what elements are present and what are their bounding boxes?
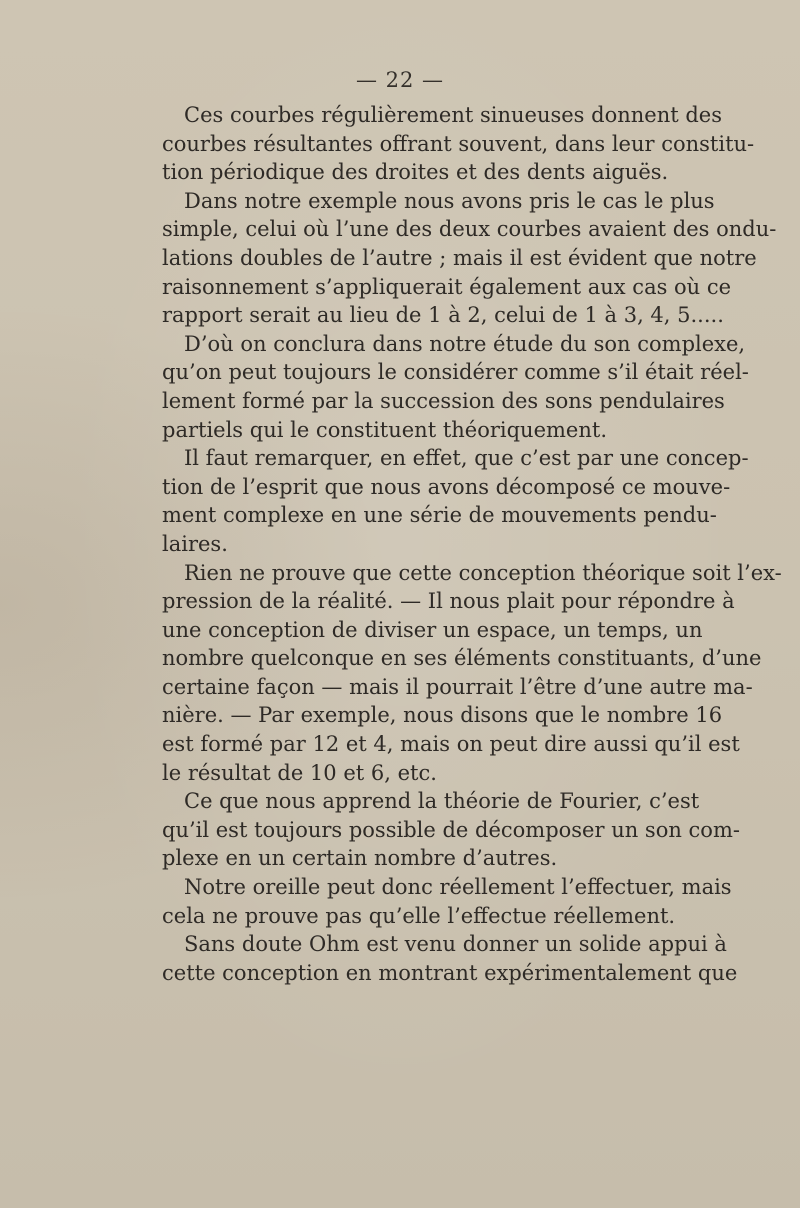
text-line: Ce que nous apprend la théorie de Fourier, c’est xyxy=(184,789,700,814)
text-line: Rien ne prouve que cette conception théorique soit l’ex- xyxy=(184,560,782,585)
text-line: plexe en un certain nombre d’autres. xyxy=(162,846,558,871)
text-line: cette conception en montrant expérimentalement que xyxy=(162,960,738,985)
text-line: qu’on peut toujours le considérer comme s’il était réel- xyxy=(162,360,749,385)
text-line: Sans doute Ohm est venu donner un solide appui à xyxy=(184,932,727,957)
text-line: cela ne prouve pas qu’elle l’effectue réellement. xyxy=(162,903,676,928)
text-line: laires. xyxy=(162,531,228,556)
text-line: D’où on conclura dans notre étude du son complexe, xyxy=(184,331,746,356)
text-line: qu’il est toujours possible de décomposer un son com- xyxy=(162,817,740,842)
body-text xyxy=(162,101,782,987)
text-line: nière. — Par exemple, nous disons que le nombre 16 xyxy=(162,703,723,728)
text-line: partiels qui le constituent théoriquement. xyxy=(162,417,607,442)
text-line: rapport serait au lieu de 1 à 2, celui de 1 à 3, 4, 5..... xyxy=(162,303,724,328)
text-line: certaine façon — mais il pourrait l’être d’une autre ma- xyxy=(162,674,753,699)
page-number: — 22 — xyxy=(355,68,445,92)
text-line: Notre oreille peut donc réellement l’effectuer, mais xyxy=(184,875,732,900)
text-line: pression de la réalité. — Il nous plait pour répondre à xyxy=(162,589,735,614)
text-line: Ces courbes régulièrement sinueuses donnent des xyxy=(184,103,722,127)
text-line: lement formé par la succession des sons pendulaires xyxy=(162,388,725,413)
text-line: courbes résultantes offrant souvent, dans leur constitu- xyxy=(162,131,755,156)
text-line: le résultat de 10 et 6, etc. xyxy=(162,760,437,785)
text-line: Dans notre exemple nous avons pris le cas le plus xyxy=(184,188,715,213)
text-line: simple, celui où l’une des deux courbes avaient des ondu- xyxy=(162,217,777,242)
text-line: nombre quelconque en ses éléments constituants, d’une xyxy=(162,646,762,671)
text-line: est formé par 12 et 4, mais on peut dire aussi qu’il est xyxy=(162,732,740,757)
text-line: raisonnement s’appliquerait également aux cas où ce xyxy=(162,274,732,299)
text-line: Il faut remarquer, en effet, que c’est par une concep- xyxy=(184,446,749,471)
text-line: lations doubles de l’autre ; mais il est évident que notre xyxy=(162,245,757,270)
text-line: une conception de diviser un espace, un temps, un xyxy=(162,617,703,642)
text-line: tion périodique des droites et des dents aiguës. xyxy=(162,160,669,185)
text-line: tion de l’esprit que nous avons décomposé ce mouve- xyxy=(162,474,731,499)
text-line: ment complexe en une série de mouvements pendu- xyxy=(162,503,717,528)
